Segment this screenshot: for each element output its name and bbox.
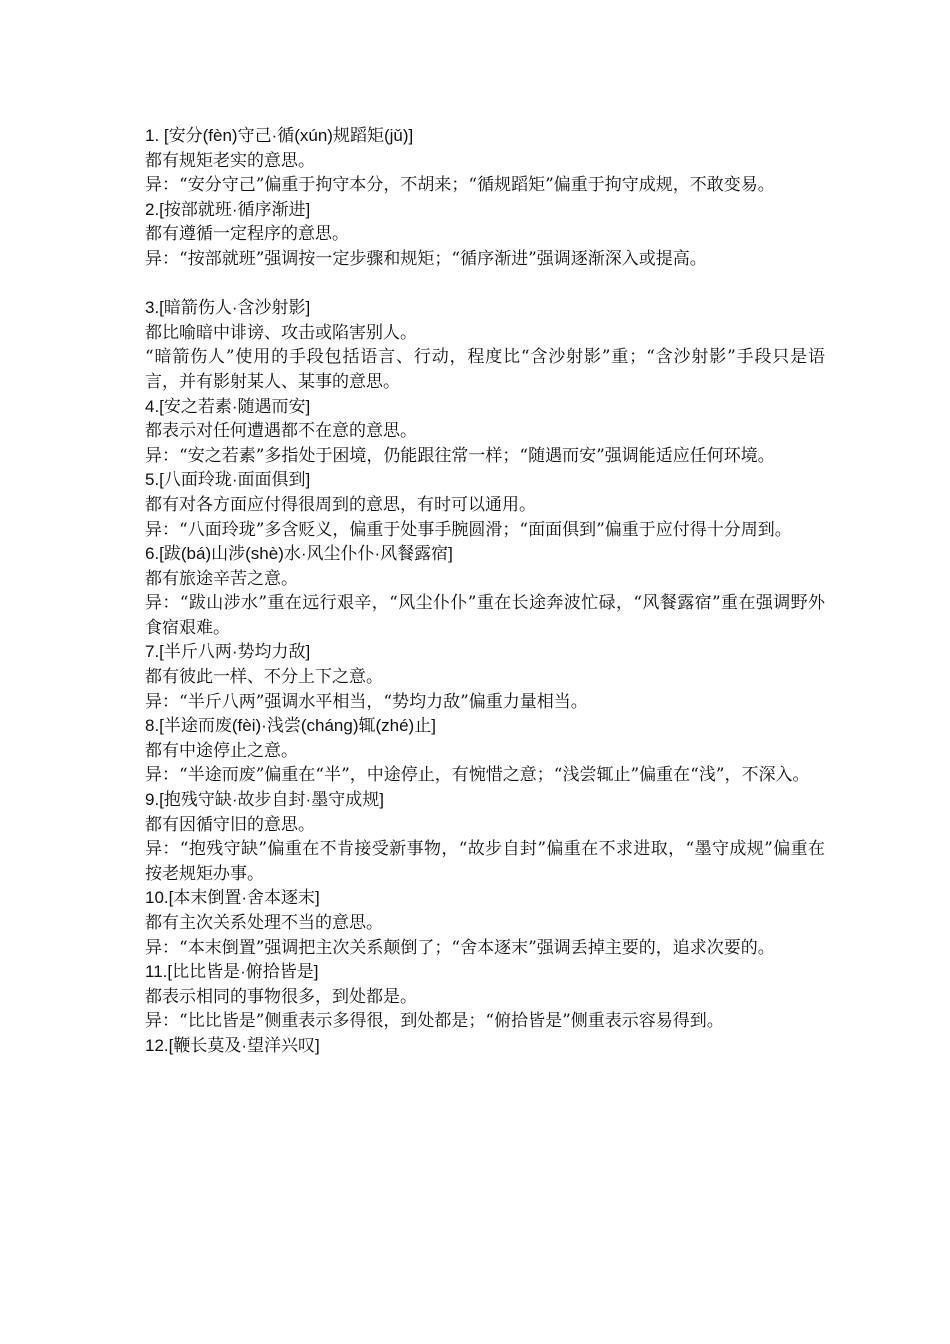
entry-10 <box>145 886 825 960</box>
entry-heading: 5.[八面玲珑·面面俱到] <box>145 470 311 490</box>
entry-common-meaning: 都有中途停止之意。 <box>145 740 298 761</box>
entry-heading: 9.[抱残守缺·故步自封·墨守成规] <box>145 790 384 810</box>
entry-9 <box>145 788 825 886</box>
entry-heading: 6.[跋(bá)山涉(shè)水·风尘仆仆·风餐露宿] <box>145 544 453 564</box>
entry-common-meaning: 都比喻暗中诽谤、攻击或陷害别人。 <box>145 322 417 343</box>
entry-heading: 11.[比比皆是·俯拾皆是] <box>145 962 319 982</box>
entry-difference: 异：“比比皆是”侧重表示多得很，到处都是；“俯拾皆是”侧重表示容易得到。 <box>145 1011 724 1032</box>
document-body <box>145 124 825 1059</box>
entry-common-meaning: 都有主次关系处理不当的意思。 <box>145 913 383 933</box>
entry-12 <box>145 1034 825 1059</box>
entry-common-meaning: 都有因循守旧的意思。 <box>145 814 315 835</box>
entry-difference: “暗箭伤人”使用的手段包括语言、行动，程度比“含沙射影”重；“含沙射影”手段只是语言，并有影射某人、某事的意思。 <box>145 347 825 392</box>
entry-2 <box>145 198 825 272</box>
entry-heading: 12.[鞭长莫及·望洋兴叹] <box>145 1035 320 1055</box>
entry-difference: 异：“八面玲珑”多含贬义，偏重于处事手腕圆滑；“面面俱到”偏重于应付得十分周到。 <box>145 519 792 540</box>
blank-line <box>145 272 825 297</box>
entry-heading: 10.[本末倒置·舍本逐末] <box>145 888 320 908</box>
entry-common-meaning: 都有旅途辛苦之意。 <box>145 568 298 589</box>
entry-difference: 异：“半斤八两”强调水平相当，“势均力敌”偏重力量相当。 <box>145 691 588 712</box>
entry-7 <box>145 640 825 714</box>
entry-common-meaning: 都有彼此一样、不分上下之意。 <box>145 667 383 688</box>
entry-1 <box>145 124 825 198</box>
entry-common-meaning: 都有遵循一定程序的意思。 <box>145 224 349 245</box>
entry-heading: 8.[半途而废(fèi)·浅尝(cháng)辄(zhé)止] <box>145 716 436 736</box>
entry-difference: 异：“抱残守缺”偏重在不肯接受新事物，“故步自封”偏重在不求进取，“墨守成规”偏重在按老规矩办事。 <box>145 839 825 884</box>
entry-3 <box>145 296 825 394</box>
entry-common-meaning: 都有对各方面应付得很周到的意思，有时可以通用。 <box>145 494 536 515</box>
entry-common-meaning: 都表示对任何遭遇都不在意的意思。 <box>145 421 417 442</box>
entry-common-meaning: 都表示相同的事物很多，到处都是。 <box>145 986 417 1007</box>
entry-difference: 异：“跋山涉水”重在远行艰辛，“风尘仆仆”重在长途奔波忙碌，“风餐露宿”重在强调野外食宿艰难。 <box>145 593 825 638</box>
entry-common-meaning: 都有规矩老实的意思。 <box>145 150 315 171</box>
entry-heading: 3.[暗箭伤人·含沙射影] <box>145 298 311 318</box>
entry-heading: 4.[安之若素·随遇而安] <box>145 396 311 416</box>
entry-difference: 异：“按部就班”强调按一定步骤和规矩；“循序渐进”强调逐渐深入或提高。 <box>145 248 707 269</box>
entry-heading: 2.[按部就班·循序渐进] <box>145 199 311 219</box>
entry-5 <box>145 468 825 542</box>
entry-11 <box>145 960 825 1034</box>
entry-6 <box>145 542 825 640</box>
entry-difference: 异：“本末倒置”强调把主次关系颠倒了；“舍本逐末”强调丢掉主要的，追求次要的。 <box>145 937 775 958</box>
entry-8 <box>145 714 825 788</box>
entry-difference: 异：“安之若素”多指处于困境，仍能跟往常一样；“随遇而安”强调能适应任何环境。 <box>145 445 775 466</box>
entry-difference: 异：“安分守己”偏重于拘守本分，不胡来；“循规蹈矩”偏重于拘守成规，不敢变易。 <box>145 175 775 196</box>
entry-difference: 异：“半途而废”偏重在“半”，中途停止，有惋惜之意；“浅尝辄止”偏重在“浅”，不深入。 <box>145 765 810 786</box>
entry-4 <box>145 395 825 469</box>
entry-heading: 1. [安分(fèn)守己·循(xún)规蹈矩(jǔ)] <box>145 126 414 145</box>
entry-heading: 7.[半斤八两·势均力敌] <box>145 642 311 662</box>
